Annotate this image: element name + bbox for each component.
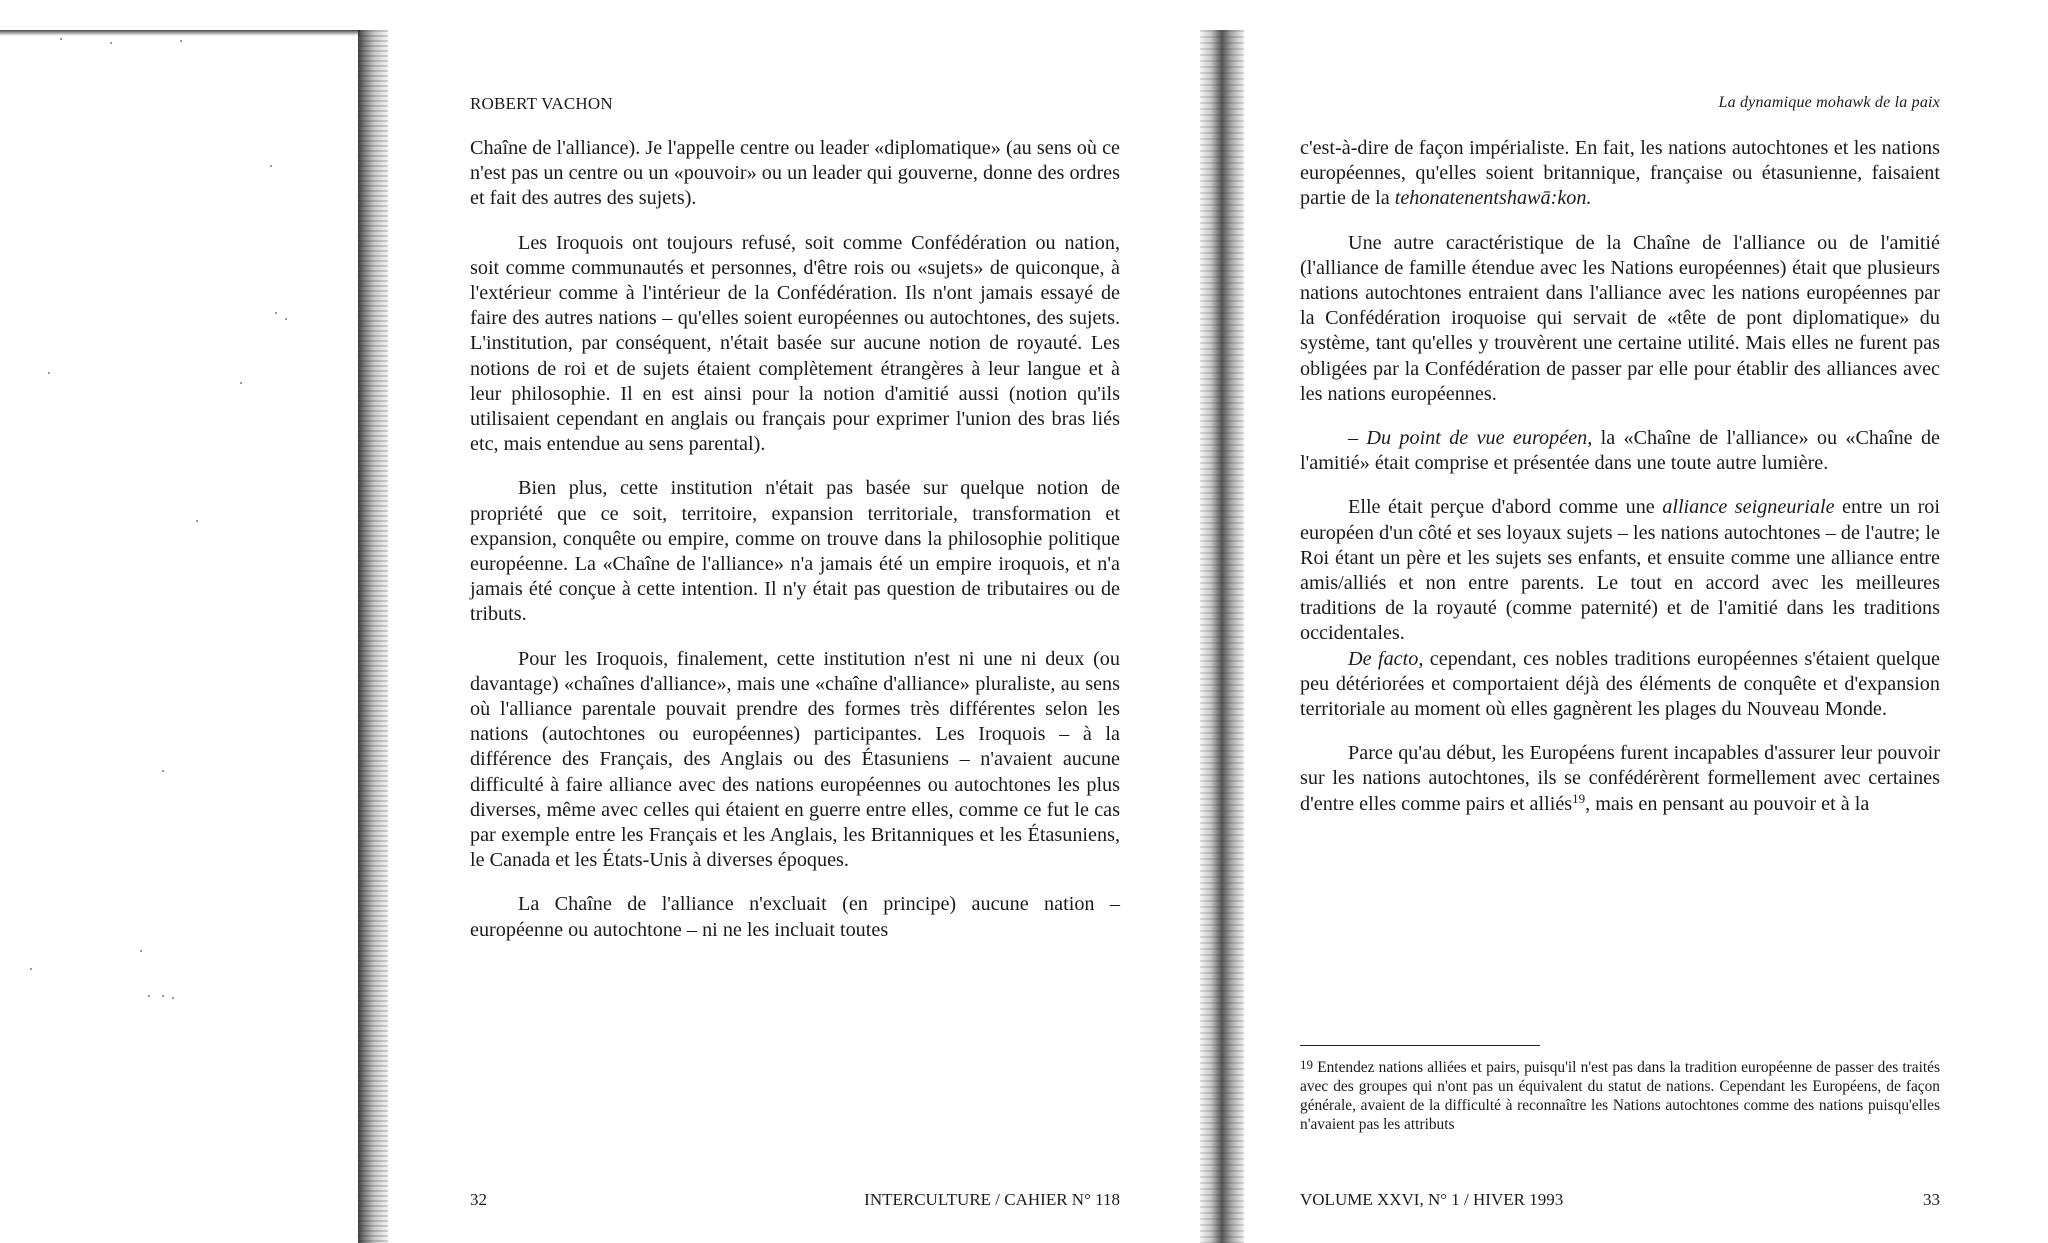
scan-speck — [180, 40, 182, 42]
scan-speck — [275, 312, 277, 314]
right-page-body — [1300, 136, 1940, 817]
running-head-author: ROBERT VACHON — [470, 94, 613, 113]
scan-speck — [110, 42, 112, 44]
paragraph: Chaîne de l'alliance). Je l'appelle centre ou leader «diplomatique» (au sens où ce n'est pas un centre ou un «pouvoir» ou un leader qui gouverne, donne des ordres et fait des autres des sujets). — [470, 137, 1120, 210]
paragraph-text: c'est-à-dire de façon impérialiste. En fait, les nations autochtones et les nations européennes, qu'elles soient britannique, française ou étasunienne, faisaient partie de la — [1300, 137, 1940, 210]
scan-speck — [270, 165, 272, 167]
mohawk-term: tehonatenentshawā:kon. — [1394, 187, 1592, 210]
paragraph — [1300, 647, 1940, 723]
paragraph — [1300, 136, 1940, 212]
paragraph: Bien plus, cette institution n'était pas basée sur quelque notion de propriété que ce soit, territoire, expansion territoriale, transformation et expansion, conquête ou empire, comme on trouve dans la philosophie politique européenne. La «Chaîne de l'alliance» n'a jamais été un empire iroquois, et n'a jamais été conçue à cette intention. Il n'y était pas question de tributaires ou de tributs. — [470, 477, 1120, 626]
scan-margin — [0, 0, 360, 1243]
footnote-rule — [1300, 1045, 1540, 1046]
scan-gutter-shadow — [358, 30, 388, 1243]
running-head-title: La dynamique mohawk de la paix — [1718, 94, 1940, 111]
left-page-footer — [470, 1190, 1120, 1210]
footnote — [1300, 1058, 1940, 1134]
paragraph: Pour les Iroquois, finalement, cette institution n'est ni une ni deux (ou davantage) «chaînes d'alliance», mais une «chaîne d'alliance» pluraliste, au sens où l'alliance parentale pouvait prendre des formes très différentes selon les nations (autochtones ou européennes) participantes. Les Iroquois – à la différence des Français, des Anglais ou des Étasuniens – n'avaient aucune difficulté à faire alliance avec des nations européennes ou autochtones les plus diverses, même avec celles qui étaient en guerre entre elles, comme ce fut le cas par exemple entre les Français et les Anglais, les Britanniques et les Étasuniens, le Canada et les États-Unis à diverses époques. — [470, 647, 1120, 872]
paragraph-text: la «Chaîne de l'alliance» ou «Chaîne de l'amitié» était comprise et présentée dans une toute autre lumière. — [1300, 427, 1941, 475]
italic-phrase: De facto, — [1348, 647, 1424, 670]
footnote-number: 19 — [1300, 1057, 1313, 1072]
paragraph: Les Iroquois ont toujours refusé, soit comme Confédération ou nation, soit comme communautés et personnes, d'être rois ou «sujets» de quiconque, à l'extérieur comme à l'intérieur de la Confédération. Ils n'ont jamais essayé de faire des autres nations – qu'elles soient européennes ou autochtones, des sujets. L'institution, par conséquent, n'était basée sur aucune notion de royauté. Les notions de roi et de sujets étaient complètement étrangères à leur langue et à leur philosophie. Il en est ainsi pour la notion d'amitié aussi (notion qu'ils utilisaient cependant en anglais ou français pour exprimer l'union des bras liés etc, mais entendue au sens parental). — [470, 231, 1120, 456]
book-spine-fold — [1200, 30, 1244, 1243]
left-page-body — [470, 136, 1120, 943]
paragraph-text: Elle était perçue d'abord comme une — [1348, 496, 1663, 519]
paragraph — [1300, 495, 1940, 646]
italic-phrase: Du point de vue européen, — [1366, 427, 1593, 450]
paragraph: Une autre caractéristique de la Chaîne de l'alliance ou de l'amitié (l'alliance de famille étendue avec les Nations européennes) était que plusieurs nations autochtones entraient dans l'alliance avec les nations européennes par la Confédération iroquoise qui servait de «tête de pont diplomatique» du système, tant qu'elles y trouvèrent une certaine utilité. Mais elles ne furent pas obligées par la Confédération de passer par elle pour établir des alliances avec les nations européennes. — [1300, 231, 1940, 405]
scan-speck — [285, 318, 287, 320]
scan-speck — [48, 372, 50, 374]
scan-speck — [240, 382, 242, 384]
paragraph — [1300, 426, 1940, 476]
paragraph: La Chaîne de l'alliance n'excluait (en principe) aucune nation – européenne ou autochtone – ni ne les incluait toutes — [470, 893, 1120, 941]
paragraph-text: cependant, ces nobles traditions européennes s'étaient quelque peu détériorées et comportaient déjà des éléments de conquête et d'expansion territoriale au moment où elles gagnèrent les plages du Nouveau Monde. — [1300, 647, 1940, 721]
paragraph-text: Parce qu'au début, les Européens furent incapables d'assurer leur pouvoir sur les nations autochtones, ils se confédérèrent formellement avec certaines d'entre elles comme pairs et alliés — [1300, 742, 1940, 815]
scan-top-edge — [0, 30, 360, 36]
page-number: 32 — [470, 1190, 487, 1209]
dash: – — [1348, 427, 1367, 450]
footnote-marker: 19 — [1572, 790, 1586, 806]
scan-speck — [140, 950, 142, 952]
journal-title: INTERCULTURE / CAHIER N° 118 — [864, 1190, 1120, 1209]
page-number: 33 — [1923, 1190, 1940, 1209]
journal-volume: VOLUME XXVI, N° 1 / HIVER 1993 — [1300, 1190, 1564, 1209]
scan-speck — [60, 38, 62, 40]
footnote-text: Entendez nations alliées et pairs, puisqu'il n'est pas dans la tradition européenne de passer des traités avec des groupes qui n'ont pas un équivalent du statut de nations. Cependant les Européens, de façon générale, avaient de la difficulté à reconnaître les Nations autochtones comme des nations puisqu'elles n'avaient pas les attributs — [1300, 1059, 1940, 1133]
scan-speck — [172, 997, 174, 999]
scan-speck — [162, 995, 164, 997]
italic-phrase: alliance seigneuriale — [1662, 496, 1835, 519]
scan-speck — [196, 520, 198, 522]
scan-speck — [148, 995, 150, 997]
scan-speck — [162, 770, 164, 772]
paragraph — [1300, 741, 1940, 817]
paragraph-text: , mais en pensant au pouvoir et à la — [1585, 792, 1870, 815]
right-page-footer — [1300, 1190, 1940, 1210]
scan-speck — [30, 968, 32, 970]
paragraph-text: entre un roi européen d'un côté et ses loyaux sujets – les nations autochtones – de l'autre; le Roi étant un père et les sujets ses enfants, et ensuite comme une alliance entre amis/alliés et non entre parents. Le tout en accord avec les meilleures traditions de la royauté (comme paternité) et de l'amitié dans les traditions occidentales. — [1300, 496, 1940, 645]
